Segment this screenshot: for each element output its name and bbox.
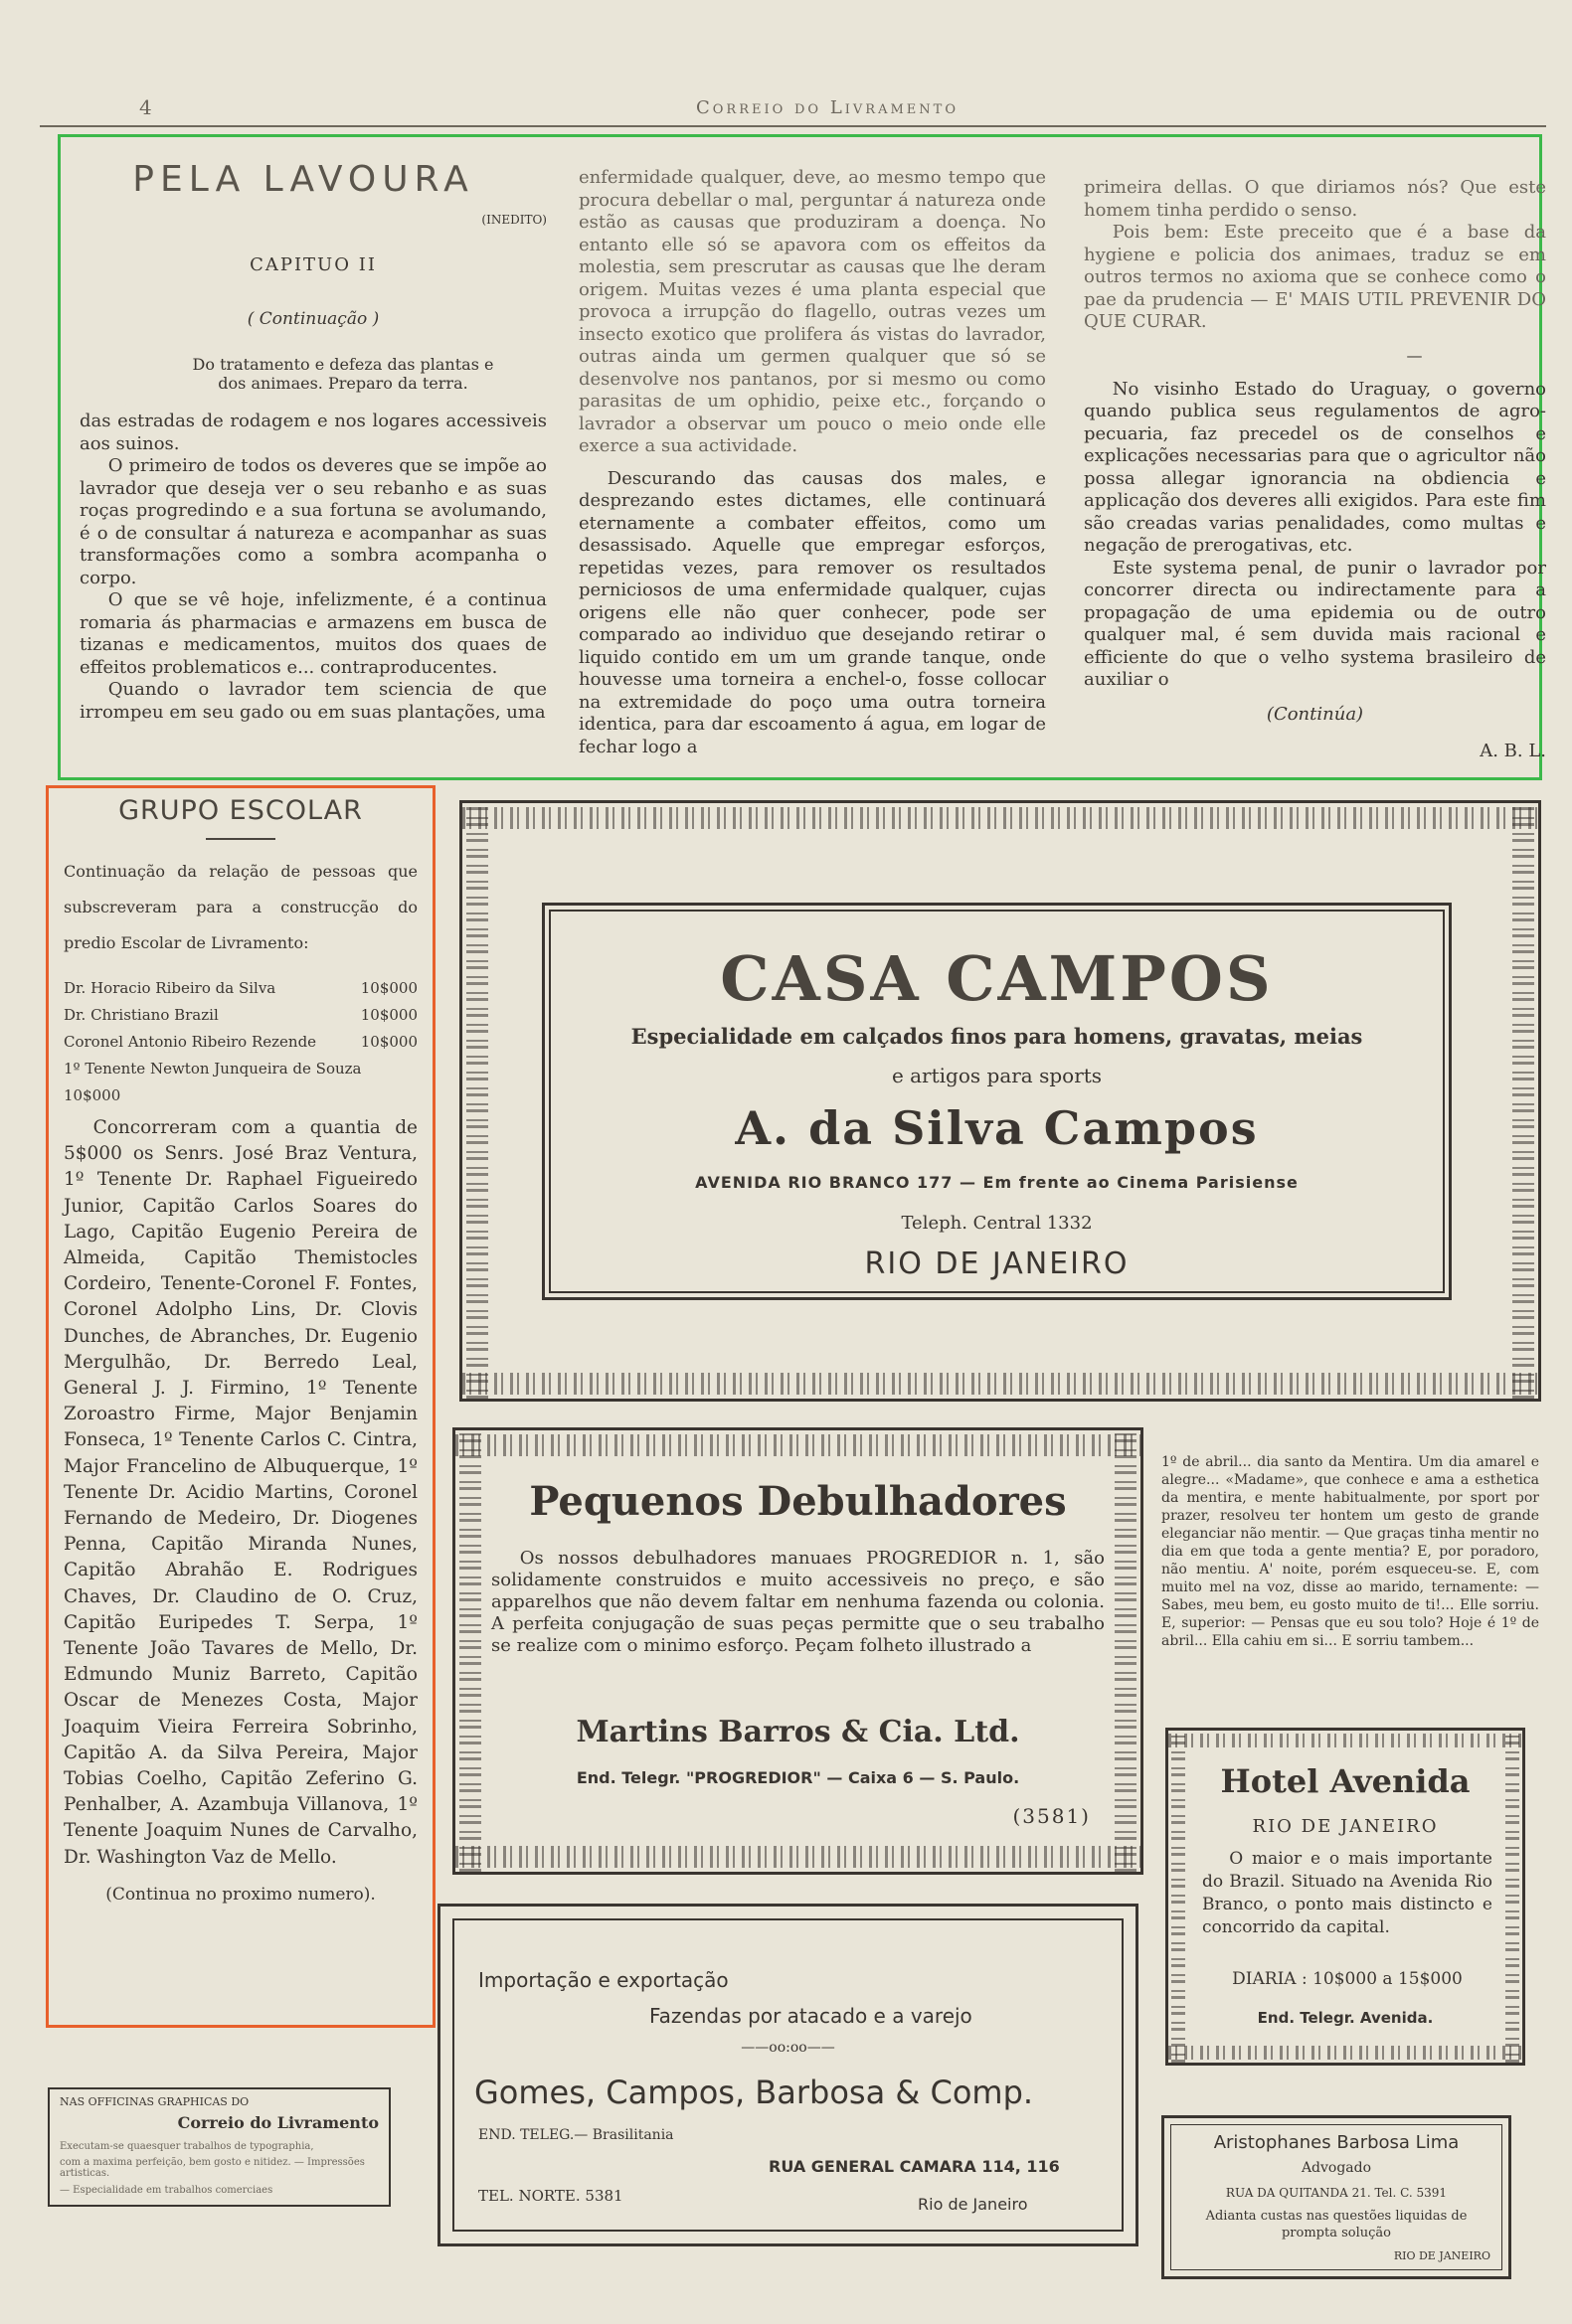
debulhadores-body: Os nossos debulhadores manuaes PROGREDIOR n. 1, são solidamente construidos e muito accessiveis no preço, e são apparelhos que não devem faltar em nenhuma fazenda ou colonia. A perfeita conjugação de suas peças permitte que o seu trabalho se realize com o minimo esforço. Peçam folheto illustrado a bbox=[491, 1548, 1105, 1656]
grupo-rule bbox=[206, 838, 275, 840]
aristophanes-address: RUA DA QUITANDA 21. Tel. C. 5391 bbox=[1225, 2186, 1448, 2200]
header-rule bbox=[40, 125, 1546, 127]
officinas-name: Correio do Livramento bbox=[177, 2113, 379, 2132]
grupo-content bbox=[64, 795, 418, 1905]
casa-campos-address: AVENIDA RIO BRANCO 177 — Em frente ao Cinema Parisiense bbox=[695, 1173, 1299, 1192]
aristophanes-ad bbox=[1161, 2115, 1511, 2279]
grupo-donor-row bbox=[64, 1056, 418, 1109]
casa-campos-ad bbox=[459, 800, 1541, 1402]
aristophanes-name: Aristophanes Barbosa Lima bbox=[1213, 2132, 1460, 2153]
grupo-donor-row bbox=[64, 1002, 418, 1029]
casa-campos-city: RIO DE JANEIRO bbox=[864, 1246, 1130, 1281]
paper-name: Correio do Livramento bbox=[696, 97, 959, 118]
grupo-body: Concorreram com a quantia de 5$000 os Senrs. José Braz Ventura, 1º Tenente Dr. Raphael Figueiredo Junior, Capitão Carlos Soares do Lago, Capitão Eugenio Pereira de Almeida, Capitão Themistocles Cordeiro, Tenente-Coronel F. Fontes, Coronel Adolpho Lins, Dr. Clovis Dunches, de Abranches, Dr. Eugenio Mergulhão, Dr. Berredo Leal, General J. J. Firmino, 1º Tenente Zoroastro Firme, Major Benjamin Fonseca, 1º Tenente Carlos C. Cintra, Major Francelino de Albuquerque, 1º Tenente Dr. Acidio Martins, Coronel Fernando de Medeiro, Dr. Diogenes Penna, Capitão Miranda Nunes, Capitão Abrahão E. Rodrigues Chaves, Dr. Claudino de O. Cruz, Capitão Euripedes T. Serpa, 1º Tenente João Tavares de Mello, Dr. Edmundo Muniz Barreto, Capitão Oscar de Menezes Costa, Major Joaquim Vieira Ferreira Sobrinho, Capitão A. da Silva Pereira, Major Tobias Coelho, Capitão Zeferino G. Penhalber, A. Azambuja Villanova, 1º Tenente Joaquim Nunes de Carvalho, Dr. Washington Vaz de Mello. bbox=[64, 1117, 418, 1868]
lavoura-subtitle-2: dos animaes. Preparo da terra. bbox=[218, 374, 468, 393]
lavoura-col3-p1: Pois bem: Este preceito que é a base da hygiene e policia dos animaes, traduz se em outros termos no axioma que se conhece como o pae da prudencia — E' MAIS UTIL PREVENIR DO QUE CURAR. bbox=[1084, 222, 1546, 332]
lavoura-title: PELA LAVOURA bbox=[132, 159, 474, 200]
hotel-diaria-label: DIARIA : bbox=[1232, 1969, 1308, 1989]
lavoura-col-2 bbox=[579, 167, 1046, 758]
casa-campos-tagline-2: e artigos para sports bbox=[891, 1064, 1103, 1087]
grupo-donor-row bbox=[64, 975, 418, 1002]
grupo-donor-row bbox=[64, 1029, 418, 1056]
hotel-city: RIO DE JANEIRO bbox=[1252, 1816, 1439, 1837]
page-number: 4 bbox=[139, 95, 152, 119]
lavoura-col1-p2: O que se vê hoje, infelizmente, é a continua romaria ás pharmacias e armazens em busca de tizanas e medicamentos, muitos dos quaes de effeitos problematicos e... contraproducentes. bbox=[80, 589, 547, 678]
casa-campos-phone: Teleph. Central 1332 bbox=[901, 1213, 1093, 1234]
lavoura-continua: (Continúa) bbox=[1266, 703, 1364, 725]
officinas-line3: com a maxima perfeição, bem gosto e nitidez. — Impressões artisticas. bbox=[60, 2157, 365, 2179]
aristophanes-city: RIO DE JANEIRO bbox=[1393, 2249, 1490, 2262]
debulhadores-address: End. Telegr. "PROGREDIOR" — Caixa 6 — S. Paulo. bbox=[576, 1768, 1020, 1787]
officinas-ad bbox=[48, 2087, 391, 2207]
grupo-donor-name: Coronel Antonio Ribeiro Rezende bbox=[64, 1033, 317, 1051]
lavoura-col1-lead: das estradas de rodagem e nos logares accessiveis aos suinos. bbox=[80, 411, 547, 454]
hotel-ad bbox=[1165, 1728, 1525, 2066]
debulhadores-company: Martins Barros & Cia. Ltd. bbox=[576, 1715, 1020, 1749]
casa-campos-tagline-1: Especialidade em calçados finos para homens, gravatas, meias bbox=[630, 1024, 1363, 1049]
gomes-line1: Importação e exportação bbox=[478, 1968, 729, 1992]
officinas-line2: Executam-se quaesquer trabalhos de typographia, bbox=[60, 2141, 314, 2152]
gomes-address: RUA GENERAL CAMARA 114, 116 bbox=[769, 2157, 1060, 2176]
aristophanes-body: Adianta custas nas questões liquidas de prompta solução bbox=[1205, 2209, 1468, 2241]
lavoura-continuacao: ( Continuação ) bbox=[247, 309, 380, 329]
lavoura-inedito: (INEDITO) bbox=[481, 213, 547, 227]
gomes-divider: ——oo:oo—— bbox=[741, 2040, 835, 2056]
gomes-name: Gomes, Campos, Barbosa & Comp. bbox=[474, 2074, 1034, 2111]
casa-campos-name: CASA CAMPOS bbox=[720, 942, 1274, 1015]
debulhadores-ad bbox=[452, 1427, 1143, 1875]
aristophanes-role: Advogado bbox=[1301, 2160, 1372, 2176]
grupo-donor-name: Dr. Christiano Brazil bbox=[64, 1006, 219, 1024]
grupo-donor-name: Dr. Horacio Ribeiro da Silva bbox=[64, 979, 276, 997]
lavoura-col3-lead: primeira dellas. O que diriamos nós? Que este homem tinha perdido o senso. bbox=[1084, 177, 1546, 221]
officinas-line1: NAS OFFICINAS GRAPHICAS DO bbox=[60, 2095, 250, 2108]
grupo-intro: Continuação da relação de pessoas que subscreveram para a construcção do predio Escolar de Livramento: bbox=[64, 862, 418, 952]
grupo-donor-amount: 10$000 bbox=[64, 1086, 121, 1104]
grupo-donor-amount: 10$000 bbox=[360, 979, 418, 997]
lavoura-col3-dash: — bbox=[1406, 345, 1423, 365]
gomes-phone: TEL. NORTE. 5381 bbox=[478, 2187, 623, 2205]
casa-campos-owner: A. da Silva Campos bbox=[735, 1101, 1259, 1155]
debulhadores-code: (3581) bbox=[1012, 1804, 1091, 1828]
officinas-line4: — Especialidade em trabalhos comerciaes bbox=[60, 2185, 273, 2196]
lavoura-col3-p2: No visinho Estado do Uraguay, o governo quando publica seus regulamentos de agro-pecuaria, faz precedel os de conselhos e explicações necessarias para que o agricultor não possa allegar ignorancia na obdiencia e applicação dos deveres alli exigidos. Para este fim são creadas varias penalidades, como multas e negação de prerogativas, etc. bbox=[1084, 378, 1546, 556]
lavoura-col-1 bbox=[80, 159, 547, 724]
hotel-telegr: End. Telegr. Avenida. bbox=[1257, 2009, 1434, 2027]
grupo-title: GRUPO ESCOLAR bbox=[118, 795, 363, 826]
debulhadores-title: Pequenos Debulhadores bbox=[529, 1478, 1067, 1525]
grupo-donor-amount: 10$000 bbox=[360, 1006, 418, 1024]
grupo-donor-amount: 10$000 bbox=[360, 1033, 418, 1051]
hotel-diaria bbox=[1202, 1969, 1492, 1989]
hotel-body: O maior e o mais importante do Brazil. Situado na Avenida Rio Branco, o ponto mais distincto e concorrido da capital. bbox=[1202, 1849, 1492, 1937]
lavoura-chapter: CAPITUO II bbox=[250, 254, 377, 275]
hotel-name: Hotel Avenida bbox=[1220, 1762, 1471, 1800]
gomes-telegr: END. TELEG.— Brasilitania bbox=[478, 2127, 674, 2143]
lavoura-col1-p3: Quando o lavrador tem sciencia de que irrompeu em seu gado ou em suas plantações, uma bbox=[80, 679, 547, 723]
lavoura-subtitle-1: Do tratamento e defeza das plantas e bbox=[192, 355, 494, 374]
lavoura-col1-p1: O primeiro de todos os deveres que se impõe ao lavrador que deseja ver o seu rebanho e as suas roças progredindo e a sua fortuna se avolumando, é o de consultar á natureza e acompanhar as suas transformações como a sombra acompanha o corpo. bbox=[80, 455, 547, 588]
gomes-city: Rio de Janeiro bbox=[918, 2195, 1028, 2214]
grupo-continua: (Continua no proximo numero). bbox=[105, 1884, 376, 1905]
lavoura-col3-p3: Este systema penal, de punir o lavrador por concorrer directa ou indirectamente para a propagação de uma epidemia ou de outro qualquer mal, é sem duvida mais racional e efficiente do que o velho systema brasileiro de auxiliar o bbox=[1084, 557, 1546, 690]
page-header bbox=[40, 95, 1546, 123]
lavoura-col2-p1: Descurando das causas dos males, e desprezando estes dictames, elle continuará eternamente a combater effeitos, como um desassisado. Aquelle que empregar esforços, repetidas vezes, para remover os resultados perniciosos de uma enfermidade qualquer, cujas origens elle não quer conhecer, pode ser comparado ao individuo que desejando retirar o liquido contido em um um grande tanque, onde houvesse uma torneira a enchel-o, fosse collocar na extremidade do poço uma outra torneira identica, para dar escoamento á agua, em logar de fechar logo a bbox=[579, 467, 1046, 757]
lavoura-col2-lead: enfermidade qualquer, deve, ao mesmo tempo que procura debellar o mal, perguntar á natureza onde estão as causas que produziram a doença. No entanto elle só se apavora com os effeitos da molestia, sem prescrutar as causas que lhe deram origem. Muitas vezes é uma planta especial que provoca a irrupção do flagello, outras vezes um insecto exotico que prolifera ás vistas do lavrador, outras ainda um germen qualquer que só se desenvolve nos pantanos, por si mesmo ou como parasitas de um ophidio, peixe etc., forçando o lavrador a observar um pouco o meio onde elle exerce a sua actividade. bbox=[579, 167, 1046, 456]
gomes-line2: Fazendas por atacado e a varejo bbox=[649, 2004, 972, 2028]
gomes-ad bbox=[437, 1904, 1138, 2246]
grupo-donor-name: 1º Tenente Newton Junqueira de Souza bbox=[64, 1060, 362, 1078]
lavoura-signature: A. B. L. bbox=[1480, 740, 1546, 761]
hotel-diaria-value: 10$000 a 15$000 bbox=[1312, 1969, 1463, 1989]
anecdote-text: 1º de abril... dia santo da Mentira. Um dia amarel e alegre... «Madame», que conhece e ama a esthetica da mentira, e mente habitualmente, por sport por prazer, resolveu ter hontem um gesto de grande eleganciar não mentir. — Que graças tinha mentir no dia em que toda a gente mentia? E, por poradoro, não mentiu. A' noite, porém esqueceu-se. E, com muito mel na voz, disse ao marido, ternamente: — Sabes, meu bem, eu gosto muito de ti!... Elle sorriu. E, superior: — Pensas que eu sou tolo? Hoje é 1º de abril... Ella cahiu em si... E sorriu tambem... bbox=[1161, 1454, 1539, 1649]
lavoura-col-3 bbox=[1084, 177, 1546, 761]
